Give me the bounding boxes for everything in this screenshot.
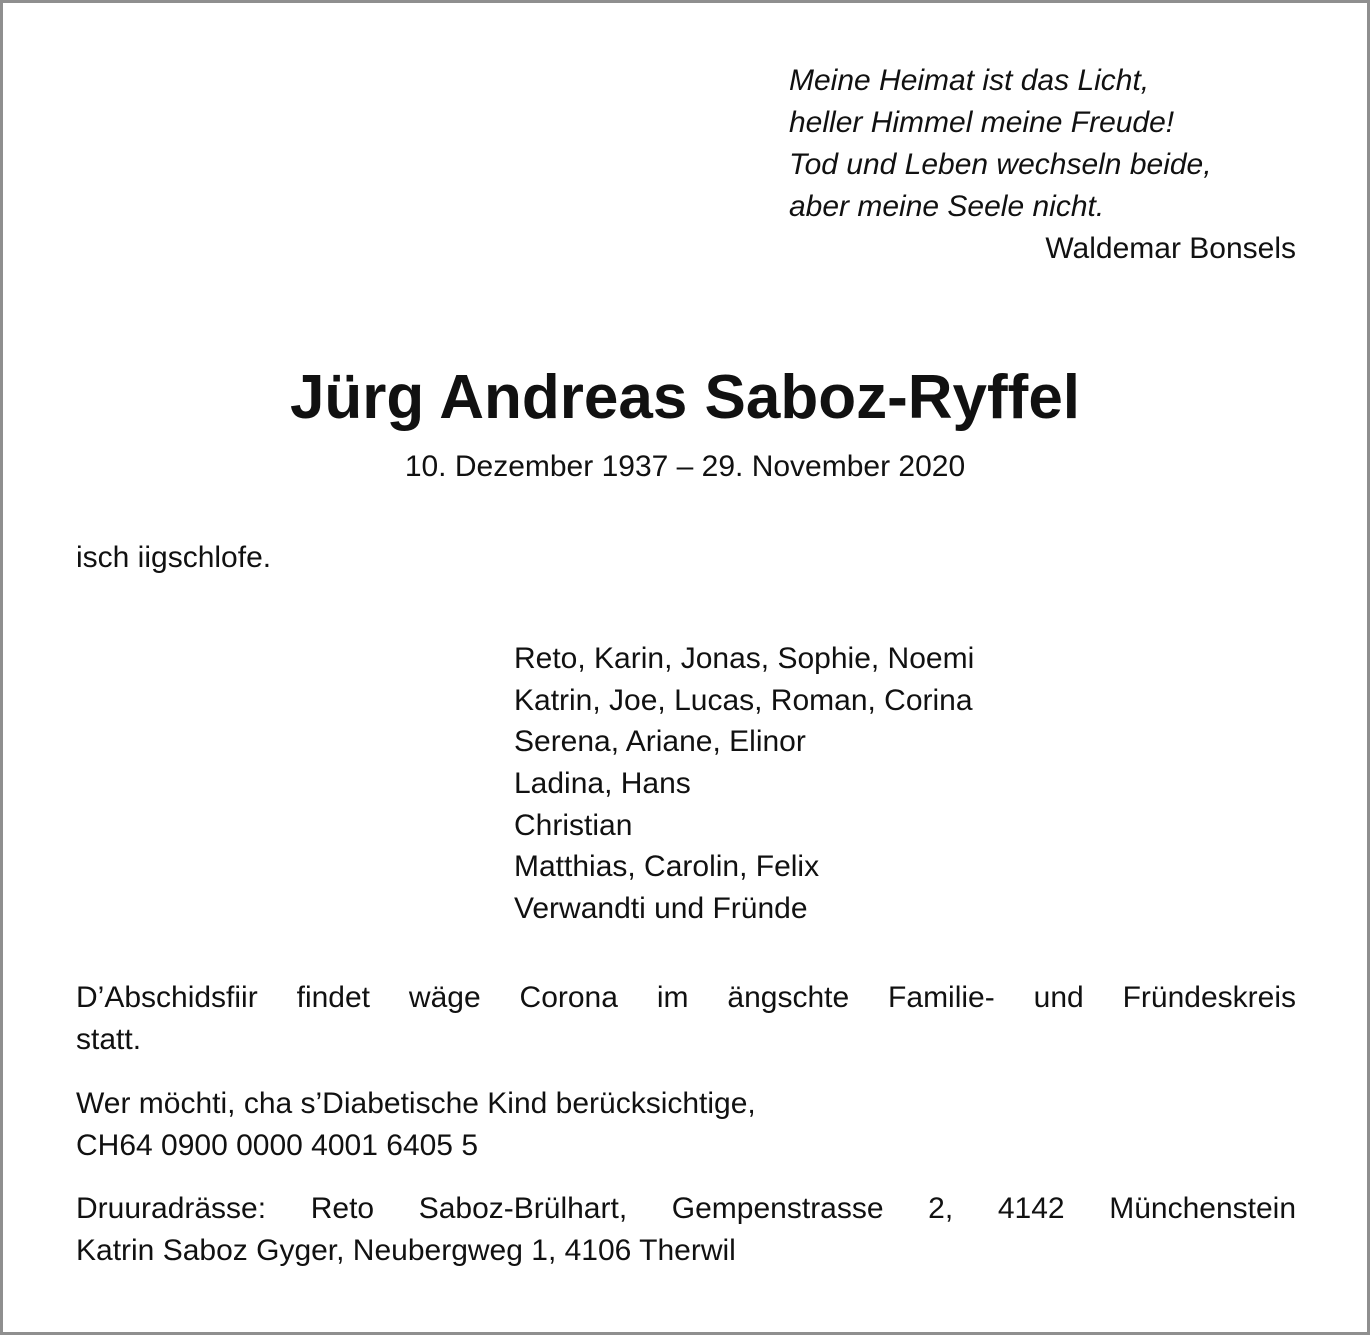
life-dates: 10. Dezember 1937 – 29. November 2020 <box>404 450 966 483</box>
address-line: Katrin Saboz Gyger, Neubergweg 1, 4106 Therwil <box>76 1234 736 1267</box>
poem-author: Waldemar Bonsels <box>1045 232 1296 265</box>
mourners-list <box>514 638 974 930</box>
ceremony-note <box>76 977 1296 1061</box>
ceremony-line: D’Abschidsfiir findet wäge Corona im ängschte Familie- und Fründeskreis <box>76 981 1296 1014</box>
mourner-line: Katrin, Joe, Lucas, Roman, Corina <box>514 683 973 717</box>
donation-text: Wer möchti, cha s’Diabetische Kind berücksichtige, <box>76 1087 756 1120</box>
poem-line: aber meine Seele nicht. <box>789 190 1105 223</box>
mourner-line: Ladina, Hans <box>514 767 691 801</box>
mourner-line: Verwandti und Fründe <box>514 892 808 926</box>
mourner-line: Christian <box>514 808 633 842</box>
mourning-address <box>76 1188 1296 1272</box>
donation-iban: CH64 0900 0000 4001 6405 5 <box>76 1129 479 1162</box>
poem-line: Tod und Leben wechseln beide, <box>789 148 1212 181</box>
deceased-name: Jürg Andreas Saboz-Ryffel <box>289 363 1081 432</box>
mourner-line: Matthias, Carolin, Felix <box>514 850 820 884</box>
poem-line: Meine Heimat ist das Licht, <box>789 64 1150 97</box>
poem-block <box>789 60 1296 270</box>
mourner-line: Reto, Karin, Jonas, Sophie, Noemi <box>514 642 975 675</box>
poem-line: heller Himmel meine Freude! <box>789 106 1175 139</box>
donation-note <box>76 1083 1296 1167</box>
ceremony-line: statt. <box>76 1023 142 1056</box>
address-line: Druuradrässe: Reto Saboz-Brülhart, Gempenstrasse 2, 4142 Münchenstein <box>76 1192 1296 1225</box>
intro-text: isch iigschlofe. <box>76 541 272 574</box>
mourner-line: Serena, Ariane, Elinor <box>514 725 806 759</box>
